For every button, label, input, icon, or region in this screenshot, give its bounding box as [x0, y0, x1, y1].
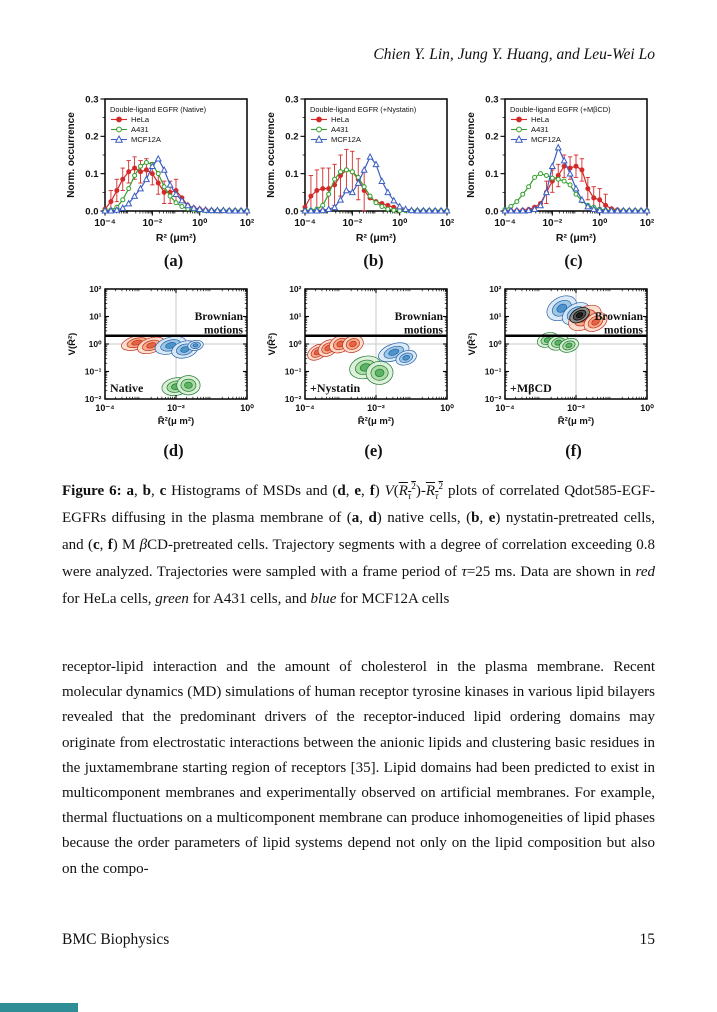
svg-text:10⁰: 10⁰: [440, 403, 454, 413]
svg-text:10⁻²: 10⁻²: [167, 403, 185, 413]
histogram-mbcd-chart: [462, 94, 655, 250]
svg-text:0.3: 0.3: [285, 94, 299, 106]
panel-c: [462, 94, 655, 274]
svg-text:10⁻⁴: 10⁻⁴: [494, 218, 516, 229]
svg-text:10⁻¹: 10⁻¹: [84, 366, 102, 377]
svg-text:10⁻²: 10⁻²: [84, 394, 102, 404]
panel-c-label: (c): [564, 251, 583, 270]
svg-text:10⁻²: 10⁻²: [342, 218, 363, 229]
svg-text:10¹: 10¹: [489, 311, 502, 322]
svg-text:10⁻¹: 10⁻¹: [284, 366, 302, 377]
svg-text:HeLa: HeLa: [531, 115, 550, 124]
svg-text:0.2: 0.2: [285, 131, 299, 143]
svg-text:HeLa: HeLa: [331, 115, 350, 124]
contour-native-chart: [62, 284, 255, 440]
page-footer: [62, 931, 655, 949]
histogram-native-chart: [62, 94, 255, 250]
svg-text:motions: motions: [204, 324, 243, 337]
svg-text:10⁰: 10⁰: [288, 339, 302, 349]
svg-text:10⁻⁴: 10⁻⁴: [294, 218, 316, 229]
svg-text:10¹: 10¹: [89, 311, 102, 322]
svg-text:10²: 10²: [239, 218, 255, 229]
svg-text:MCF12A: MCF12A: [331, 135, 361, 144]
panel-a-label: (a): [163, 251, 184, 270]
svg-text:+Nystatin: +Nystatin: [310, 381, 361, 395]
svg-text:10²: 10²: [439, 218, 455, 229]
panel-b-label: (b): [363, 251, 384, 270]
footer-accent-bar: [0, 1003, 78, 1012]
svg-text:0.2: 0.2: [85, 131, 99, 143]
svg-text:Native: Native: [110, 381, 144, 395]
svg-text:R̄²(μ m²): R̄²(μ m²): [557, 416, 595, 427]
svg-text:V(R̄²): V(R̄²): [467, 332, 478, 356]
svg-text:motions: motions: [604, 324, 643, 337]
svg-text:0.1: 0.1: [285, 169, 299, 181]
svg-text:10⁻¹: 10⁻¹: [484, 366, 502, 377]
panel-e: [262, 284, 455, 464]
contour-nystatin-chart: [262, 284, 455, 440]
svg-text:R² (μm²): R² (μm²): [155, 232, 197, 244]
figure-caption: Figure 6: a, b, c Histograms of MSDs and (d, e, f) $V(\overline{R}_{\overline{\tau}}^2)-\overline{R}_{\overline{\tau}}^2$ plots of correlated Qdot585-EGF-EGFRs diffusing in the plasma membrane of (a, d) native cells, (b, e) nystatin-pretreated cells, and (c, f) M βCD-pretreated cells. Trajectory segments with a degree of correlation exceeding 0.8 were analyzed. Trajectories were sampled with a frame period of τ=25 ms. Data are shown in red for HeLa cells, green for A431 cells, and blue for MCF12A cells: [62, 482, 656, 607]
svg-text:Brownian: Brownian: [394, 310, 443, 323]
svg-text:10⁻⁴: 10⁻⁴: [95, 403, 115, 413]
svg-text:10⁰: 10⁰: [192, 218, 208, 229]
svg-text:Double-ligand EGFR (+MβCD): Double-ligand EGFR (+MβCD): [510, 105, 611, 114]
svg-text:10²: 10²: [89, 284, 102, 294]
svg-text:0.1: 0.1: [85, 169, 99, 181]
panel-d-label: (d): [163, 441, 184, 460]
svg-text:10¹: 10¹: [289, 311, 302, 322]
svg-text:10⁰: 10⁰: [88, 339, 102, 349]
svg-text:10⁻⁴: 10⁻⁴: [94, 218, 116, 229]
svg-text:10²: 10²: [489, 284, 502, 294]
svg-text:0.0: 0.0: [285, 206, 299, 218]
svg-text:Norm. occurrence: Norm. occurrence: [266, 112, 277, 198]
svg-text:0.3: 0.3: [85, 94, 99, 106]
svg-text:A431: A431: [531, 125, 549, 134]
svg-text:Brownian: Brownian: [194, 310, 243, 323]
svg-text:10²: 10²: [639, 218, 655, 229]
panel-a: [62, 94, 255, 274]
body-paragraph: receptor-lipid interaction and the amount of cholesterol in the plasma membrane. Recent molecular dynamics (MD) simulations of human receptor tyrosine kinases in various lipid bilayers revealed that the predominant drivers of the receptor-induced lipid ordering domains may originate from electrostatic interactions between the anionic lipids and clustering basic residues in the juxtamembrane starting region of receptors [35]. Lipid domains had been predicted to exist in multicomponent membranes and experimentally observed on artificial membranes. For example, thermal fluctuations on a multicomponent membrane can produce inhomogeneities of lipid phases because the order parameters of lipid systems depend not only on the lipid composition but also on the compo-: [62, 659, 655, 877]
svg-text:A431: A431: [331, 125, 349, 134]
svg-text:10⁻²: 10⁻²: [567, 403, 585, 413]
svg-text:10⁻²: 10⁻²: [484, 394, 502, 404]
svg-text:motions: motions: [404, 324, 443, 337]
panel-f: [462, 284, 655, 464]
svg-text:0.3: 0.3: [485, 94, 499, 106]
svg-text:R̄²(μ m²): R̄²(μ m²): [357, 416, 395, 427]
svg-text:Norm. occurrence: Norm. occurrence: [66, 112, 77, 198]
svg-text:Norm. occurrence: Norm. occurrence: [466, 112, 477, 198]
svg-text:MCF12A: MCF12A: [531, 135, 561, 144]
svg-text:10⁻²: 10⁻²: [284, 394, 302, 404]
panel-f-label: (f): [565, 441, 582, 460]
svg-text:10⁻²: 10⁻²: [142, 218, 163, 229]
footer-page-number: 15: [639, 931, 655, 948]
svg-text:MCF12A: MCF12A: [131, 135, 161, 144]
svg-text:10⁰: 10⁰: [488, 339, 502, 349]
svg-text:10⁻⁴: 10⁻⁴: [295, 403, 315, 413]
svg-text:10⁰: 10⁰: [640, 403, 654, 413]
running-head-authors: Chien Y. Lin, Jung Y. Huang, and Leu-Wei Lo: [373, 46, 655, 63]
svg-text:10⁻⁴: 10⁻⁴: [495, 403, 515, 413]
svg-text:Brownian: Brownian: [594, 310, 643, 323]
contour-mbcd-chart: [462, 284, 655, 440]
svg-text:+MβCD: +MβCD: [510, 381, 552, 395]
svg-text:10⁰: 10⁰: [392, 218, 408, 229]
contour-row: [62, 284, 655, 464]
footer-journal: BMC Biophysics: [62, 931, 170, 948]
svg-text:R̄²(μ m²): R̄²(μ m²): [157, 416, 195, 427]
svg-text:0.1: 0.1: [485, 169, 499, 181]
svg-text:10⁻²: 10⁻²: [542, 218, 563, 229]
figure-6: [62, 94, 655, 464]
svg-text:0.0: 0.0: [85, 206, 99, 218]
panel-e-label: (e): [364, 441, 383, 460]
panel-b: [262, 94, 455, 274]
svg-text:10⁰: 10⁰: [592, 218, 608, 229]
svg-text:R² (μm²): R² (μm²): [355, 232, 397, 244]
svg-text:0.2: 0.2: [485, 131, 499, 143]
svg-text:V(R̄²): V(R̄²): [267, 332, 278, 356]
svg-text:HeLa: HeLa: [131, 115, 150, 124]
svg-text:V(R̄²): V(R̄²): [67, 332, 78, 356]
svg-text:10²: 10²: [289, 284, 302, 294]
svg-text:10⁰: 10⁰: [240, 403, 254, 413]
svg-text:10⁻²: 10⁻²: [367, 403, 385, 413]
panel-d: [62, 284, 255, 464]
svg-text:R² (μm²): R² (μm²): [555, 232, 597, 244]
histogram-row: [62, 94, 655, 274]
svg-text:Double-ligand EGFR (Native): Double-ligand EGFR (Native): [110, 105, 207, 114]
svg-text:Double-ligand EGFR (+Nystatin): Double-ligand EGFR (+Nystatin): [310, 105, 417, 114]
svg-text:0.0: 0.0: [485, 206, 499, 218]
histogram-nystatin-chart: [262, 94, 455, 250]
svg-text:A431: A431: [131, 125, 149, 134]
